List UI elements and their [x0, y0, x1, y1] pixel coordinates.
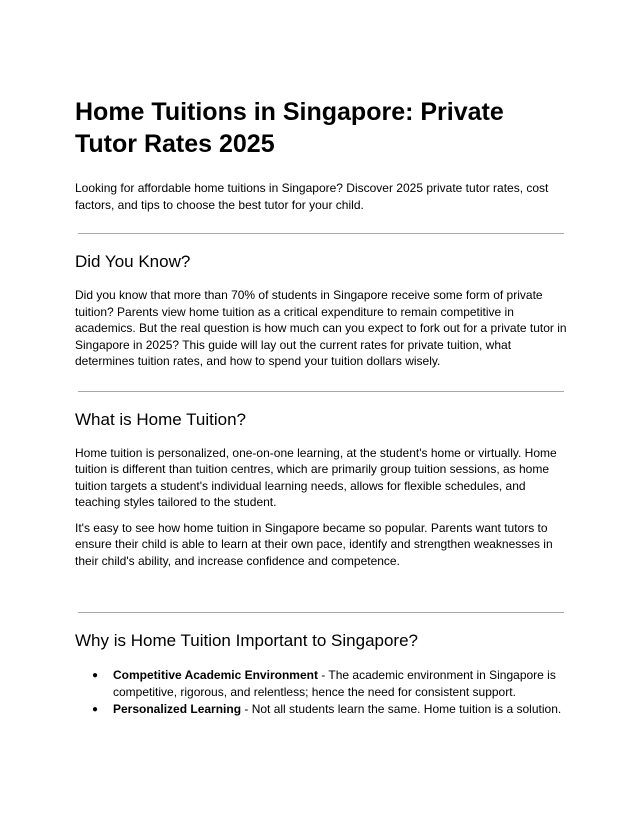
- list-item-text: - Not all students learn the same. Home tuition is a solution.: [241, 702, 562, 716]
- bullet-icon: ●: [92, 670, 99, 681]
- bullet-list: [75, 667, 570, 718]
- section-heading: Did You Know?: [75, 252, 191, 271]
- section-paragraph: Home tuition is personalized, one-on-one learning, at the student's home or virtually. Home tuition is different than tuition centres, which are primarily group tuition sessions, as home tuition targets a student's individual learning needs, allows for flexible schedules, and teaching styles tailored to the student.: [75, 445, 557, 509]
- list-item-term: Personalized Learning: [113, 702, 242, 716]
- list-item: [92, 701, 570, 718]
- list-item-text: - The academic environment in Singapore is competitive, rigorous, and relentless; hence the need for consistent support.: [113, 668, 556, 699]
- section-paragraph: Did you know that more than 70% of students in Singapore receive some form of private tuition? Parents view home tuition as a critical expenditure to remain competitive in academics. But the real question is how much can you expect to fork out for a private tutor in Singapore in 2025? This guide will lay out the current rates for private tuition, what determines tuition rates, and how to spend your tuition dollars wisely.: [75, 288, 567, 368]
- list-item: [92, 667, 570, 701]
- page-title: Home Tuitions in Singapore: Private Tutor Rates 2025: [75, 98, 504, 158]
- section-did-you-know: [75, 251, 570, 370]
- section-heading: What is Home Tuition?: [75, 409, 247, 429]
- section-divider: [78, 233, 564, 234]
- section-divider: [78, 612, 564, 613]
- list-item-term: Competitive Academic Environment: [113, 668, 318, 682]
- section-heading: Why is Home Tuition Important to Singapore?: [75, 631, 418, 650]
- intro-paragraph: Looking for affordable home tuitions in Singapore? Discover 2025 private tutor rates, cost factors, and tips to choose the best tutor for your child.: [75, 181, 549, 212]
- section-why-important: [75, 630, 570, 718]
- section-divider: [78, 391, 564, 392]
- bullet-icon: ●: [92, 704, 99, 715]
- section-what-is-home-tuition: [75, 409, 570, 570]
- section-paragraph: It's easy to see how home tuition in Singapore became so popular. Parents want tutors to ensure their child is able to learn at their own pace, identify and strengthen weaknesses in their child's ability, and increase confidence and competence.: [75, 520, 553, 568]
